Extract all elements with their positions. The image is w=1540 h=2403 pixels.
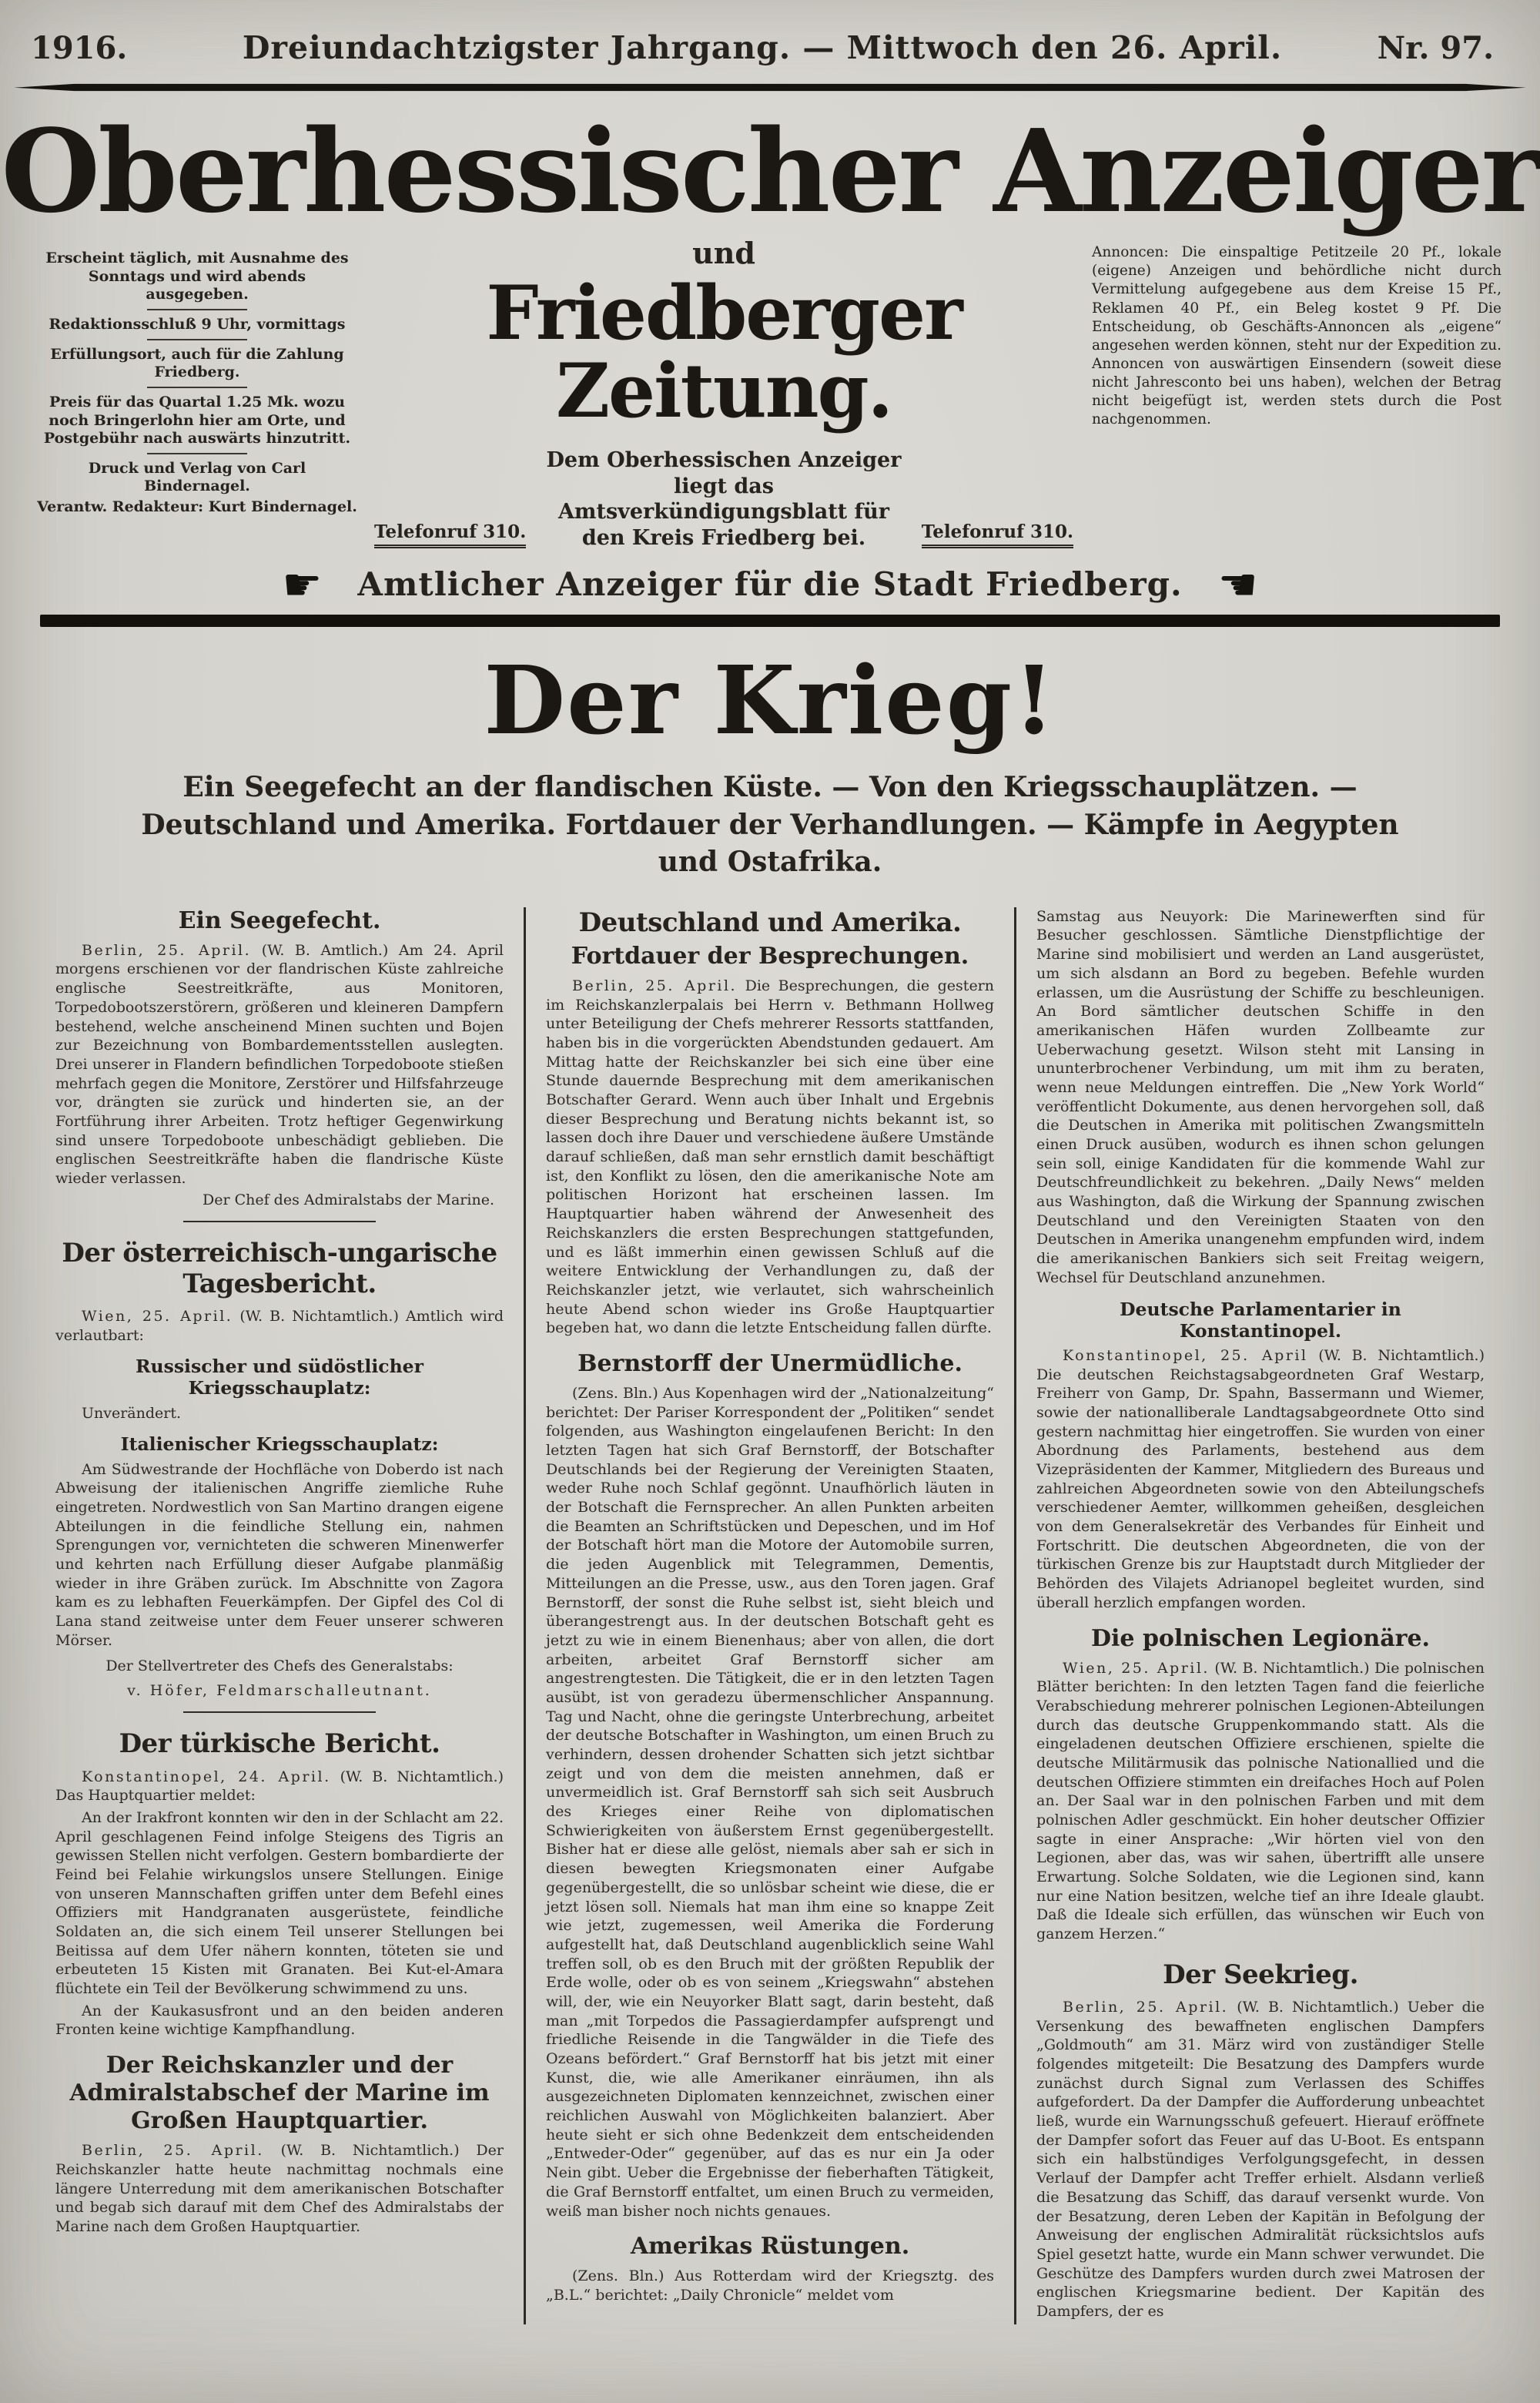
paragraph xyxy=(55,2141,504,2236)
main-headline: Der Krieg! xyxy=(484,644,1056,756)
dateline-lead: Konstantinopel, 25. April xyxy=(1063,1346,1308,1364)
paragraph: Unverändert. xyxy=(82,1404,182,1422)
paragraph-text: Aus Kopenhagen wird der „Nationalzeitung“ berichtet: Der Pariser Korrespondent der „Politiken“ sendet folgenden, aus Washington eingelaufenen Bericht: In den letzten Tagen hat sich Graf Bernstorff, der Botschafter Deutschlands bei der Regierung der Vereinigten Staaten, weder Ruhe noch Schlaf gegönnt. Unaufhörlich läuten in der Botschaft die Fernsprecher. An allen Punkten arbeiten die Beamten an Schriftstücken und Depeschen, und im Hof der Botschaft hört man die Motore der Automobile surren, die jeden Augenblick mit Telegrammen, Dementis, Mitteilungen an die Presse, usw., aus den Toren jagen. Graf Bernstorff, der sonst die Ruhe selbst ist, sieht bleich und überangestrengt aus. In der deutschen Botschaft geht es jetzt zu wie in einem Bienenhaus; aber von allen, die dort arbeiten, arbeitet Graf Bernstorff sicher am angestrengtesten. Die Tätigkeit, die er in den letzten Tagen ausübt, ist von geradezu übermenschlicher Anspannung. Tag und Nacht, ohne die geringste Unterbrechung, arbeitet der deutsche Botschafter in Washington, um einen Bruch zu verhindern, dessen drohender Schatten sich jetzt sichtbar zeigt und von dem die meisten annehmen, daß er unvermeidlich ist. Graf Bernstorff sah sich seit Ausbruch des Krieges einer Reihe von diplomatischen Schwierigkeiten von äußerstem Ernst gegenübergestellt. Bisher hat er diese alle gelöst, niemals aber sah er sich in diesen bewegten Kriegsmonaten einer Aufgabe gegenübergestellt, die so unlösbar scheint wie diese, die er jetzt lösen soll. Niemals hat man ihm eine so knappe Zeit wie jetzt, zugemessen, weil Amerika die Forderung aufgestellt hat, daß Deutschland augenblicklich seine Wahl treffen soll, ob es den Bruch mit der größten Republik der Erde wolle, oder ob es von seinem „Kriegswahn“ abstehen will, der, wie ein Neuyorker Blatt sagt, darin besteht, daß man „mit Torpedos die Passagierdampfer aufsprengt und friedliche Reisende in die Tangwälder in die Tiefe des Ozeans befördert.“ Graf Bernstorff hat bis jetzt mit einer Kunst, die, wie alle Amerikaner einräumen, ihn als ausgezeichneten Diplomaten kennzeichnet, zwischen einer reichlichen Auswahl von Möglichkeiten balanziert. Aber heute sieht er sich ohne Bedenkzeit dem entscheidenden „Entweder-Oder“ gegenüber, auf das es nur ein Ja oder Nein gibt. Ueber die Ergebnisse der fieberhaften Tätigkeit, die Graf Bernstorff entfaltet, um einen Bruch zu vermeiden, weiß man bisher noch nichts genaues. xyxy=(546,1384,994,2220)
dateline-lead: Wien, 25. April. xyxy=(82,1307,233,1325)
subhead-italienischer-kriegsschauplatz: Italienischer Kriegsschauplatz: xyxy=(120,1433,439,1456)
tiny-divider xyxy=(147,309,247,310)
tiny-divider xyxy=(147,453,247,454)
publication-info-line: Erfüllungsort, auch für die Zahlung Friedberg. xyxy=(50,346,344,381)
official-announcement-row xyxy=(0,558,1540,611)
subhead-polnische-legionaere: Die polnischen Legionäre. xyxy=(1091,1624,1430,1652)
signature: Der Stellvertreter des Chefs des Generalstabs: xyxy=(105,1657,454,1675)
signature: v. Höfer, Feldmarschalleutnant. xyxy=(127,1682,432,1700)
tiny-divider xyxy=(147,387,247,388)
advertising-rates-text: Annoncen: Die einspaltige Petitzeile 20 Pf., lokale (eigene) Anzeigen und behördliche nicht durch Vermittelung aufgegebene aus dem Kreise 15 Pf., Reklamen 40 Pf., ein Beleg kostet 9 Pf. Die Entscheidung, ob Geschäfts-Annoncen als „eigene“ angesehen werden können, steht nur der Expedition zu. Annoncen von auswärtigen Einsendern (soweit diese nicht Jahresconto bei uns haben), welchen der Betrag nicht beigefügt ist, werden stets durch die Post nachgenommen. xyxy=(1092,244,1502,427)
masthead-title: Oberhessischer Anzeiger xyxy=(1,104,1539,238)
dateline-lead: Berlin, 25. April. xyxy=(82,2142,264,2160)
paragraph-text: Aus Rotterdam wird der Kriegsztg. des „B.L.“ berichtet: „Daily Chronicle“ meldet vom xyxy=(546,2267,994,2304)
paragraph-text: (W. B. Amtlich.) Am 24. April morgens erschienen vor der flandrischen Küste zahlreiche englische Seestreitkräfte, aus Monitoren, Torpedobootszerstörern, größeren und kleineren Dampfern bestehend, welche anscheinend Minen suchten und Bojen zur Bezeichnung von Bombardementsstellen auslegten. Drei unserer in Flandern befindlichen Torpedoboote stießen mehrfach gegen die Monitore, Zerstörer und Hilfsfahrzeuge vor, drängten sie zurück und hinderten sie, an der Fortführung ihrer Arbeiten. Trotz heftiger Gegenwirkung sind unsere Torpedoboote unbeschädigt geblieben. Die englischen Seestreitkräfte haben die flandrische Küste wieder verlassen. xyxy=(55,941,504,1188)
thick-rule-divider xyxy=(40,615,1500,627)
insert-note: Dem Oberhessischen Anzeiger liegt das Amtsverkündigungsblatt für den Kreis Friedberg bei. xyxy=(546,447,902,551)
paragraph: An der Kaukasusfront und an den beiden anderen Fronten keine wichtige Kampfhandlung. xyxy=(55,2002,504,2039)
signature: Der Chef des Admiralstabs der Marine. xyxy=(202,1191,494,1208)
publication-info-line: Redaktionsschluß 9 Uhr, vormittags xyxy=(49,315,346,333)
headline-deck: Ein Seegefecht an der flandischen Küste. — Von den Kriegsschauplätzen. — Deutschland und Amerika. Fortdauer der Verhandlungen. — Kämpfe in Aegypten und Ostafrika. xyxy=(141,770,1399,879)
subhead-russischer-kriegsschauplatz: Russischer und südöstlicher Kriegsschauplatz: xyxy=(135,1356,424,1399)
paragraph xyxy=(546,977,994,1338)
paragraph xyxy=(55,941,504,1188)
paragraph xyxy=(55,1768,504,1805)
publication-info-box xyxy=(28,236,367,519)
subhead-amerikas-ruestungen: Amerikas Rüstungen. xyxy=(630,2233,910,2261)
telephone-number-right: Telefonruf 310. xyxy=(922,521,1073,548)
article-title-tagesbericht: Der österreichisch-ungarische Tagesbericht. xyxy=(62,1237,497,1299)
subhead-parlamentarier: Deutsche Parlamentarier in Konstantinopel. xyxy=(1120,1298,1401,1342)
article-title-reichskanzler: Der Reichskanzler und der Admiralstabschef der Marine im Großen Hauptquartier. xyxy=(69,2052,490,2135)
masthead-center xyxy=(367,236,1081,551)
dateline-lead: Wien, 25. April. xyxy=(1063,1659,1210,1677)
column-2 xyxy=(524,907,1014,2324)
swelled-rule-divider xyxy=(14,83,1526,92)
telephone-number-left: Telefonruf 310. xyxy=(374,521,526,548)
paragraph xyxy=(1036,1659,1485,1944)
masthead-subtitle: Friedberger Zeitung. xyxy=(486,270,962,435)
paragraph xyxy=(1036,1346,1485,1613)
subhead-fortdauer: Fortdauer der Besprechungen. xyxy=(571,942,969,970)
dateline-lead: Konstantinopel, 24. April. xyxy=(82,1768,331,1785)
publication-info-line: Druck und Verlag von Carl Bindernagel. xyxy=(88,459,306,495)
official-announcement-text: Amtlicher Anzeiger für die Stadt Friedberg. xyxy=(357,565,1183,604)
dateline-lead: Berlin, 25. April. xyxy=(572,977,738,994)
dateline-issue-number: Nr. 97. xyxy=(1377,30,1494,66)
paragraph-text: (W. B. Nichtamtlich.) Der Reichskanzler hatte heute nachmittag nochmals eine längere Unterredung mit dem amerikanischen Botschafter und begab sich darauf mit dem Chef des Admiralstabs der Marine nach dem Großen Hauptquartier. xyxy=(55,2142,504,2235)
paragraph xyxy=(1036,1998,1485,2321)
paragraph-text: (W. B. Nichtamtlich.) Ueber die Versenkung des bewaffneten englischen Dampfers „Goldmouth“ am 31. März wird von zuständiger Stelle folgendes mitgeteilt: Die Besatzung des Dampfers wurde zunächst durch Signal zum Verlassen des Schiffes aufgefordert. Da der Dampfer die Aufforderung unbeachtet ließ, wurde ein Warnungsschuß gefeuert. Hierauf eröffnete der Dampfer sofort das Feuer auf das U-Boot. Es entspann sich ein halbstündiges Verfolgungsgefecht, in dessen Verlauf der Dampfer acht Treffer erhielt. Alsdann verließ die Besatzung das Schiff, das darauf versenkt wurde. Von der Besatzung, deren Leben der Kapitän in Befolgung der Anweisung der englischen Admiralität rücksichtslos aufs Spiel gesetzt hatte, wurde ein Mann schwer verwundet. Die Geschütze des Dampfers wurden durch zwei Matrosen der englischen Kriegsmarine bedient. Der Kapitän des Dampfers, der es xyxy=(1036,1998,1485,2320)
dateline-volume-date: Dreiundachtzigster Jahrgang. — Mittwoch den 26. April. xyxy=(242,29,1283,66)
insert-note-row xyxy=(374,447,1073,551)
article-title-deutschland-amerika: Deutschland und Amerika. xyxy=(578,907,962,938)
article-title-seekrieg: Der Seekrieg. xyxy=(1163,1959,1358,1990)
body-columns xyxy=(54,907,1486,2324)
paragraph xyxy=(546,2267,994,2304)
masthead-und: und xyxy=(692,236,755,271)
pointing-hand-right-icon: ☛ xyxy=(282,558,323,611)
article-divider xyxy=(183,1221,376,1222)
column-1 xyxy=(54,907,524,2324)
source-lead: (Zens. Bln.) xyxy=(572,2267,665,2285)
publication-info-line: Erscheint täglich, mit Ausnahme des Sonntags und wird abends ausgegeben. xyxy=(45,250,349,303)
advertising-rates-box xyxy=(1081,236,1512,428)
paragraph-text: Die Besprechungen, die gestern im Reichskanzlerpalais bei Herrn v. Bethmann Hollweg unter Beteiligung der Chefs mehrerer Ressorts stattfanden, haben bis in die vorgerückten Abendstunden gedauert. Am Mittag hatte der Reichskanzler bei sich eine über eine Stunde dauernde Besprechung mit dem amerikanischen Botschafter Gerard. Wenn auch über Inhalt und Ergebnis dieser Besprechung und Beratung nichts bekannt ist, so lassen doch ihre Dauer und verschiedene äußere Umstände darauf schließen, daß man sehr ernstlich damit beschäftigt ist, den Konflikt zu lösen, den die amerikanische Note am politischen Horizont hat erscheinen lassen. Im Hauptquartier haben während der Anwesenheit des Reichskanzlers die ersten Besprechungen stattgefunden, und es läßt immerhin einen gewissen Schluß auf die weitere Entwicklung der Verhandlungen zu, daß der Reichskanzler jetzt, wie verlautet, sich wahrscheinlich heute Abend schon wieder ins Große Hauptquartier begeben hat, wo dann die letzte Entscheidung fallen dürfte. xyxy=(546,977,995,1337)
publication-info-line: Preis für das Quartal 1.25 Mk. wozu noch Bringerlohn hier am Orte, und Postgebühr nach auswärts hinzutritt. xyxy=(43,394,351,447)
article-title-tuerkischer-bericht: Der türkische Bericht. xyxy=(119,1728,440,1760)
paragraph-text: (W. B. Nichtamtlich.) Die deutschen Reichstagsabgeordneten Graf Westarp, Freiherr von Gamp, Dr. Spahn, Bassermann und Wiemer, sowie der nationalliberale Landtagsabgeordnete Otto sind gestern nachmittag hier eingetroffen. Sie wurden von einer Abordnung des Parlaments, bestehend aus dem Vizepräsidenten der Kammer, Mitgliedern des Bureaus und zahlreichen Abgeordneten sowie von den Abteilungschefs verschiedener Aemter, willkommen geheißen, desgleichen von dem Generalsekretär des Verbandes für Einheit und Fortschritt. Die deutschen Abgeordneten, die von der türkischen Grenze bis zur Hauptstadt durch Mitglieder der Behörden des Vilajets Adrianopel begleitet wurden, sind überall herzlich empfangen worden. xyxy=(1036,1346,1485,1611)
dateline-lead: Berlin, 25. April. xyxy=(82,941,252,959)
article-divider xyxy=(183,1711,376,1713)
subhead-bernstorff: Bernstorff der Unermüdliche. xyxy=(578,1349,962,1377)
tiny-divider xyxy=(147,339,247,340)
paragraph: Am Südwestrande der Hochfläche von Doberdo ist nach Abweisung der italienischen Angriffe ziemliche Ruhe eingetreten. Nordwestlich von San Martino drangen eigene Abteilungen in die feindliche Stellung ein, nahmen Sprengungen vor, vernichteten die schweren Minenwerfer und kehrten nach Erfüllung dieser Aufgabe planmäßig wieder in ihre Gräben zurück. Im Abschnitte von Zagora kam es zu lebhaften Feuerkämpfen. Der Gipfel des Col di Lana stand zeitweise unter dem Feuer unserer schweren Mörser. xyxy=(55,1460,504,1649)
source-lead: (Zens. Bln.) xyxy=(572,1384,658,1402)
paragraph-text: (W. B. Nichtamtlich.) Das Hauptquartier meldet: xyxy=(55,1768,504,1805)
paragraph-text: (W. B. Nichtamtlich.) Die polnischen Blätter berichten: In den letzten Tagen fand die feierliche Verabschiedung mehrerer polnischen Legionen-Abteilungen durch das deutsche Gruppenkommando statt. Als die eingeladenen deutschen Offiziere erschienen, spielte die deutsche Militärmusik das polnische Nationallied und die deutschen Offiziere stimmten ein dreifaches Hoch auf Polen an. Der Saal war in den polnischen Farben und mit dem polnischen Adler geschmückt. Ein hoher deutscher Offizier sagte in einer Ansprache: „Wir hörten viel von den Legionen, aber das, was wir sahen, übertrifft alle unsere Erwartung. Solche Soldaten, wie die Legionen sind, kann nur eine Nation besitzen, welche tief an ihre Ideale glaubt. Daß die Ideale sich erfüllen, das wünschen wir Euch von ganzem Herzen.“ xyxy=(1036,1659,1485,1943)
column-3 xyxy=(1014,907,1486,2324)
paragraph xyxy=(546,1384,994,2220)
paragraph-continuation: Samstag aus Neuyork: Die Marinewerften sind für Besucher geschlossen. Sämtliche Dienstpflichtige der Marine sind mobilisiert und werden an Land ausgerüstet, um sich alsdann an Bord zu begeben. Befehle wurden erlassen, um die Ausrüstung der Schiffe zu beschleunigen. An Bord sämtlicher deutschen Schiffe in den amerikanischen Häfen wurden Zollbeamte zur Ueberwachung gesetzt. Wilson steht mit Lansing in ununterbrochener Verbindung, um mit ihm zu beraten, wenn neue Meldungen eintreffen. Die „New York World“ veröffentlicht Dokumente, aus denen hervorgehen soll, daß die Deutschen in Amerika mit politischen Zwangsmitteln einen Druck ausüben, wodurch es ihnen schon gelungen sein soll, einige Kandidaten für die kommende Wahl zur Deutschfreundlichkeit zu bekehren. „Daily News“ melden aus Washington, daß die Wirkung der Spannung zwischen Deutschland und den Vereinigten Staaten von den Deutschen in Amerika unangenehm empfunden wird, indem die amerikanischen Bankiers sich seit Freitag weigern, Wechsel für Deutschland anzunehmen. xyxy=(1036,907,1485,1286)
paragraph-text: (W. B. Nichtamtlich.) Amtlich wird verlautbart: xyxy=(55,1307,504,1344)
publication-info-line: Verantw. Redakteur: Kurt Bindernagel. xyxy=(37,498,357,516)
paragraph: An der Irakfront konnten wir den in der Schlacht am 22. April geschlagenen Feind infolge Steigens des Tigris an gewissen Stellen nicht verfolgen. Gestern bombardierte der Feind bei Felahie wirkungslos unsere Stellungen. Einige von unseren Mannschaften griffen unter dem Befehl eines Offiziers mit Handgranaten ausgerüstete, feindliche Soldaten an, die sich einem Teil unserer Stellungen bei Beitissa auf dem Ufer nähern konnten, töteten sie und erbeuteten 15 Kisten mit Granaten. Bei Kut-el-Amara flüchtete ein Teil der Bevölkerung schwimmend zu uns. xyxy=(55,1808,504,1998)
article-title-seegefecht: Ein Seegefecht. xyxy=(178,907,381,934)
dateline xyxy=(31,29,1494,66)
pointing-hand-left-icon: ☚ xyxy=(1217,558,1258,611)
masthead-middle-band xyxy=(28,236,1512,551)
dateline-year: 1916. xyxy=(31,30,128,66)
paragraph xyxy=(55,1307,504,1345)
dateline-lead: Berlin, 25. April. xyxy=(1063,1998,1229,2016)
